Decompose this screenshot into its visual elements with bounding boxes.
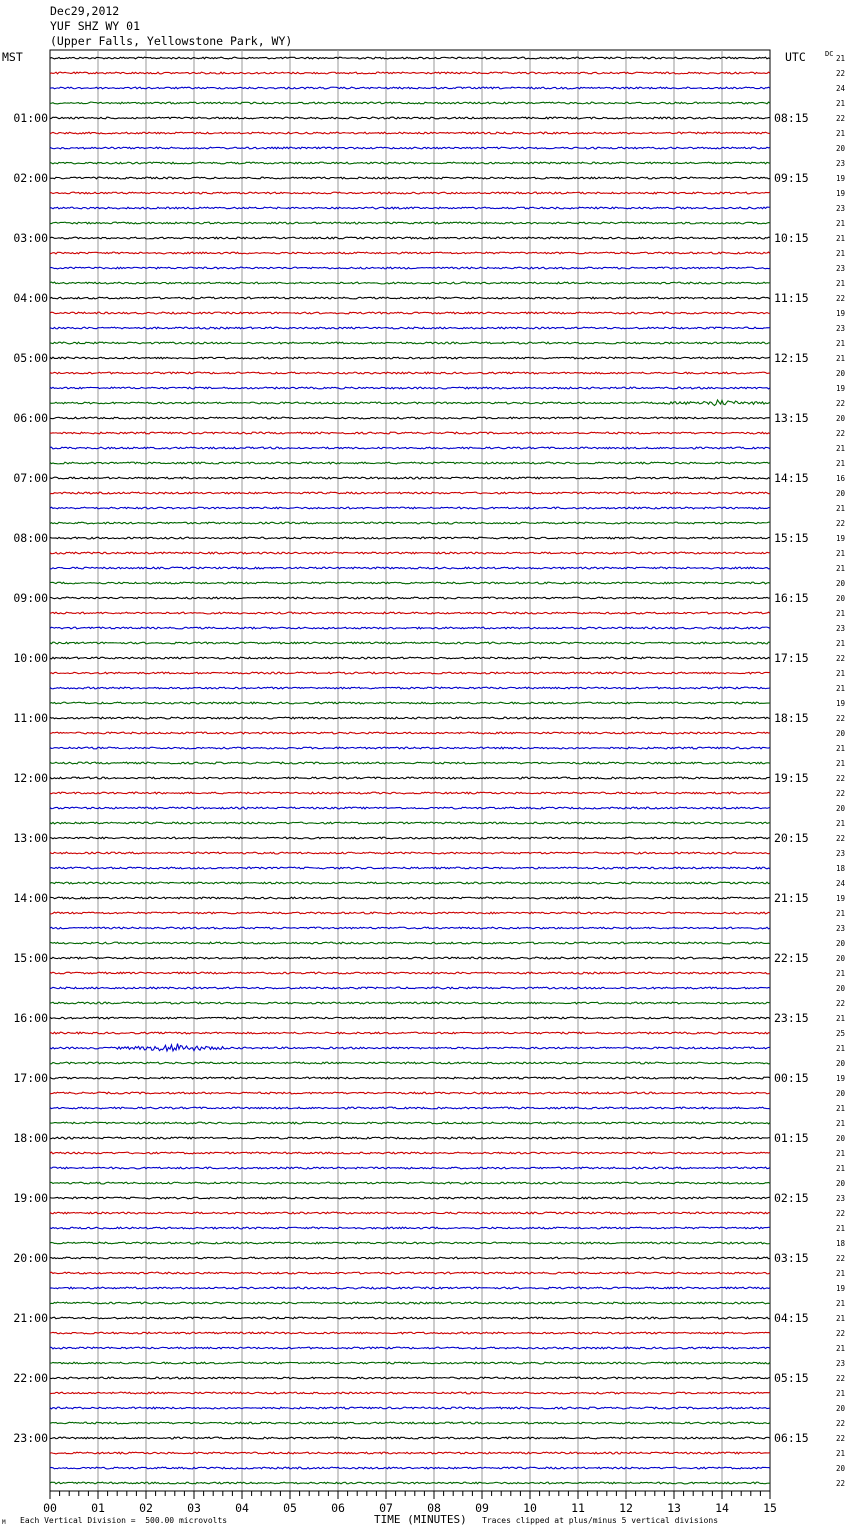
x-tick-label: 09 bbox=[475, 1501, 489, 1515]
trace-row bbox=[50, 282, 770, 284]
hour-label-left: 09:00 bbox=[13, 591, 48, 605]
dc-offset-value: 22 bbox=[836, 429, 846, 438]
trace-row bbox=[50, 1077, 770, 1079]
x-tick-label: 10 bbox=[523, 1501, 537, 1515]
trace-row bbox=[50, 147, 770, 149]
dc-offset-value: 22 bbox=[836, 774, 846, 783]
trace-row bbox=[50, 567, 770, 569]
x-tick-label: 00 bbox=[43, 1501, 57, 1515]
trace-row bbox=[50, 1317, 770, 1319]
dc-offset-value: 21 bbox=[836, 609, 846, 618]
dc-offset-value: 21 bbox=[836, 1044, 846, 1053]
x-tick-label: 03 bbox=[187, 1501, 201, 1515]
corner-mark: M bbox=[2, 1519, 6, 1526]
hour-label-right: 02:15 bbox=[774, 1191, 809, 1205]
dc-offset-value: 20 bbox=[836, 579, 846, 588]
dc-offset-value: 20 bbox=[836, 1134, 846, 1143]
dc-offset-value: 21 bbox=[836, 459, 846, 468]
trace-row bbox=[50, 522, 770, 524]
dc-offset-value: 21 bbox=[836, 1449, 846, 1458]
trace-row bbox=[50, 1437, 770, 1439]
trace-row bbox=[50, 957, 770, 959]
trace-row bbox=[50, 1152, 770, 1154]
dc-offset-value: 23 bbox=[836, 204, 846, 213]
hour-label-left: 01:00 bbox=[13, 111, 48, 125]
dc-offset-value: 21 bbox=[836, 444, 846, 453]
trace-row bbox=[50, 687, 770, 689]
trace-row bbox=[50, 237, 770, 239]
trace-row bbox=[50, 372, 770, 374]
hour-label-right: 04:15 bbox=[774, 1311, 809, 1325]
hour-label-left: 19:00 bbox=[13, 1191, 48, 1205]
dc-offset-value: 23 bbox=[836, 159, 846, 168]
hour-label-right: 14:15 bbox=[774, 471, 809, 485]
trace-row bbox=[50, 327, 770, 329]
x-tick-label: 02 bbox=[139, 1501, 153, 1515]
trace-row bbox=[50, 822, 770, 824]
trace-row bbox=[50, 400, 770, 406]
dc-offset-value: 23 bbox=[836, 1194, 846, 1203]
trace-row bbox=[50, 252, 770, 254]
dc-offset-value: 21 bbox=[836, 504, 846, 513]
dc-offset-value: 19 bbox=[836, 384, 846, 393]
hour-label-left: 06:00 bbox=[13, 411, 48, 425]
trace-row bbox=[50, 762, 770, 764]
trace-row bbox=[50, 1362, 770, 1364]
dc-offset-value: 22 bbox=[836, 654, 846, 663]
dc-offset-value: 23 bbox=[836, 1359, 846, 1368]
dc-offset-value: 21 bbox=[836, 219, 846, 228]
dc-offset-value: 21 bbox=[836, 129, 846, 138]
trace-row bbox=[50, 432, 770, 434]
trace-row bbox=[50, 1422, 770, 1424]
dc-offset-value: 22 bbox=[836, 114, 846, 123]
dc-offset-value: 21 bbox=[836, 639, 846, 648]
x-tick-label: 15 bbox=[763, 1501, 777, 1515]
trace-row bbox=[50, 1242, 770, 1244]
trace-row bbox=[50, 792, 770, 794]
dc-offset-value: 23 bbox=[836, 324, 846, 333]
dc-offset-value: 22 bbox=[836, 789, 846, 798]
x-tick-label: 05 bbox=[283, 1501, 297, 1515]
trace-row bbox=[50, 1107, 770, 1109]
x-tick-label: 13 bbox=[667, 1501, 681, 1515]
dc-offset-value: 20 bbox=[836, 414, 846, 423]
hour-label-left: 17:00 bbox=[13, 1071, 48, 1085]
hour-label-right: 21:15 bbox=[774, 891, 809, 905]
trace-row bbox=[50, 927, 770, 929]
trace-row bbox=[50, 1044, 770, 1051]
dc-offset-value: 24 bbox=[836, 879, 846, 888]
dc-offset-value: 21 bbox=[836, 684, 846, 693]
hour-label-right: 16:15 bbox=[774, 591, 809, 605]
hour-label-right: 15:15 bbox=[774, 531, 809, 545]
dc-offset-value: 19 bbox=[836, 174, 846, 183]
dc-offset-value: 22 bbox=[836, 1374, 846, 1383]
dc-offset-value: 20 bbox=[836, 1179, 846, 1188]
trace-row bbox=[50, 207, 770, 209]
dc-offset-value: 21 bbox=[836, 54, 846, 63]
hour-label-left: 07:00 bbox=[13, 471, 48, 485]
hour-label-right: 20:15 bbox=[774, 831, 809, 845]
hour-label-left: 11:00 bbox=[13, 711, 48, 725]
dc-offset-value: 18 bbox=[836, 1239, 846, 1248]
dc-offset-value: 21 bbox=[836, 1164, 846, 1173]
x-axis-title: TIME (MINUTES) bbox=[374, 1513, 467, 1526]
dc-offset-value: 20 bbox=[836, 1089, 846, 1098]
dc-offset-value: 21 bbox=[836, 1344, 846, 1353]
hour-label-right: 23:15 bbox=[774, 1011, 809, 1025]
dc-offset-value: 21 bbox=[836, 1224, 846, 1233]
hour-label-left: 14:00 bbox=[13, 891, 48, 905]
hour-label-left: 10:00 bbox=[13, 651, 48, 665]
trace-row bbox=[50, 597, 770, 599]
hour-label-left: 08:00 bbox=[13, 531, 48, 545]
dc-offset-value: 22 bbox=[836, 834, 846, 843]
dc-offset-value: 22 bbox=[836, 1209, 846, 1218]
trace-row bbox=[50, 582, 770, 584]
dc-offset-value: 20 bbox=[836, 369, 846, 378]
hour-label-left: 22:00 bbox=[13, 1371, 48, 1385]
dc-offset-value: 20 bbox=[836, 804, 846, 813]
dc-offset-value: 20 bbox=[836, 144, 846, 153]
trace-row bbox=[50, 942, 770, 944]
trace-row bbox=[50, 1377, 770, 1379]
trace-row bbox=[50, 507, 770, 509]
trace-row bbox=[50, 162, 770, 164]
hour-label-left: 21:00 bbox=[13, 1311, 48, 1325]
trace-row bbox=[50, 1392, 770, 1394]
trace-row bbox=[50, 102, 770, 104]
trace-row bbox=[50, 192, 770, 194]
dc-offset-value: 22 bbox=[836, 1329, 846, 1338]
dc-offset-value: 21 bbox=[836, 1314, 846, 1323]
trace-row bbox=[50, 1287, 770, 1289]
dc-offset-value: 19 bbox=[836, 894, 846, 903]
trace-row bbox=[50, 612, 770, 614]
dc-offset-value: 21 bbox=[836, 1119, 846, 1128]
dc-offset-value: 23 bbox=[836, 849, 846, 858]
trace-row bbox=[50, 1332, 770, 1334]
trace-row bbox=[50, 972, 770, 974]
hour-label-right: 22:15 bbox=[774, 951, 809, 965]
trace-row bbox=[50, 1182, 770, 1184]
hour-label-right: 10:15 bbox=[774, 231, 809, 245]
trace-row bbox=[50, 852, 770, 854]
hour-label-left: 13:00 bbox=[13, 831, 48, 845]
trace-row bbox=[50, 1227, 770, 1229]
dc-offset-value: 21 bbox=[836, 1269, 846, 1278]
dc-offset-value: 21 bbox=[836, 744, 846, 753]
trace-row bbox=[50, 672, 770, 674]
dc-offset-value: 20 bbox=[836, 1404, 846, 1413]
trace-row bbox=[50, 642, 770, 644]
dc-offset-value: 23 bbox=[836, 624, 846, 633]
dc-offset-value: 18 bbox=[836, 864, 846, 873]
trace-row bbox=[50, 117, 770, 119]
x-tick-label: 04 bbox=[235, 1501, 249, 1515]
hour-label-right: 09:15 bbox=[774, 171, 809, 185]
dc-offset-value: 21 bbox=[836, 819, 846, 828]
hour-label-right: 11:15 bbox=[774, 291, 809, 305]
trace-row bbox=[50, 552, 770, 554]
trace-row bbox=[50, 912, 770, 914]
trace-row bbox=[50, 1137, 770, 1139]
trace-row bbox=[50, 702, 770, 704]
header-date: Dec29,2012 bbox=[50, 4, 120, 18]
header-location: (Upper Falls, Yellowstone Park, WY) bbox=[50, 34, 293, 48]
dc-offset-value: 19 bbox=[836, 1284, 846, 1293]
hour-label-left: 20:00 bbox=[13, 1251, 48, 1265]
dc-offset-value: 19 bbox=[836, 699, 846, 708]
dc-offset-value: 20 bbox=[836, 489, 846, 498]
dc-offset-value: 21 bbox=[836, 1014, 846, 1023]
dc-offset-value: 22 bbox=[836, 399, 846, 408]
trace-row bbox=[50, 882, 770, 884]
trace-row bbox=[50, 72, 770, 74]
dc-offset-value: 20 bbox=[836, 1464, 846, 1473]
hour-label-right: 19:15 bbox=[774, 771, 809, 785]
dc-offset-value: 21 bbox=[836, 564, 846, 573]
trace-row bbox=[50, 1257, 770, 1259]
trace-row bbox=[50, 177, 770, 179]
trace-row bbox=[50, 777, 770, 779]
trace-row bbox=[50, 1452, 770, 1454]
trace-row bbox=[50, 387, 770, 389]
dc-offset-value: 19 bbox=[836, 189, 846, 198]
right-timezone-label: UTC bbox=[785, 50, 806, 64]
dc-offset-value: 21 bbox=[836, 1299, 846, 1308]
trace-row bbox=[50, 867, 770, 869]
scale-note: Each Vertical Division = 500.00 microvolts bbox=[20, 1516, 228, 1525]
trace-row bbox=[50, 57, 770, 59]
trace-row bbox=[50, 1347, 770, 1349]
x-tick-label: 08 bbox=[427, 1501, 441, 1515]
dc-offset-value: 21 bbox=[836, 99, 846, 108]
dc-offset-value: 22 bbox=[836, 1419, 846, 1428]
x-tick-label: 01 bbox=[91, 1501, 105, 1515]
dc-offset-value: 19 bbox=[836, 1074, 846, 1083]
trace-row bbox=[50, 1032, 770, 1034]
dc-offset-value: 21 bbox=[836, 669, 846, 678]
dc-offset-value: 16 bbox=[836, 474, 846, 483]
dc-offset-value: 23 bbox=[836, 924, 846, 933]
dc-offset-value: 21 bbox=[836, 1389, 846, 1398]
dc-offset-value: 25 bbox=[836, 1029, 846, 1038]
trace-row bbox=[50, 807, 770, 809]
x-tick-label: 11 bbox=[571, 1501, 585, 1515]
trace-row bbox=[50, 312, 770, 314]
hour-label-right: 12:15 bbox=[774, 351, 809, 365]
plot-frame bbox=[50, 50, 770, 1491]
x-tick-label: 14 bbox=[715, 1501, 729, 1515]
x-tick-label: 06 bbox=[331, 1501, 345, 1515]
dc-offset-value: 22 bbox=[836, 999, 846, 1008]
dc-offset-value: 22 bbox=[836, 1254, 846, 1263]
dc-offset-value: 20 bbox=[836, 939, 846, 948]
trace-row bbox=[50, 897, 770, 899]
trace-row bbox=[50, 1197, 770, 1199]
dc-offset-value: 22 bbox=[836, 714, 846, 723]
trace-row bbox=[50, 357, 770, 359]
trace-row bbox=[50, 342, 770, 344]
hour-label-right: 00:15 bbox=[774, 1071, 809, 1085]
trace-row bbox=[50, 747, 770, 749]
dc-offset-value: 19 bbox=[836, 309, 846, 318]
dc-offset-value: 21 bbox=[836, 339, 846, 348]
hour-label-left: 03:00 bbox=[13, 231, 48, 245]
dc-offset-value: 23 bbox=[836, 264, 846, 273]
left-timezone-label: MST bbox=[2, 50, 23, 64]
trace-row bbox=[50, 837, 770, 839]
dc-offset-value: 21 bbox=[836, 759, 846, 768]
hour-label-left: 12:00 bbox=[13, 771, 48, 785]
trace-row bbox=[50, 717, 770, 719]
trace-row bbox=[50, 477, 770, 479]
x-tick-label: 12 bbox=[619, 1501, 633, 1515]
dc-offset-value: 21 bbox=[836, 354, 846, 363]
x-tick-label: 07 bbox=[379, 1501, 393, 1515]
clip-note: Traces clipped at plus/minus 5 vertical divisions bbox=[482, 1516, 719, 1525]
hour-label-right: 05:15 bbox=[774, 1371, 809, 1385]
hour-label-right: 13:15 bbox=[774, 411, 809, 425]
dc-offset-value: 22 bbox=[836, 519, 846, 528]
dc-offset-value: 22 bbox=[836, 294, 846, 303]
hour-label-left: 02:00 bbox=[13, 171, 48, 185]
hour-label-right: 03:15 bbox=[774, 1251, 809, 1265]
trace-row bbox=[50, 492, 770, 494]
trace-row bbox=[50, 1062, 770, 1064]
hour-label-left: 04:00 bbox=[13, 291, 48, 305]
trace-row bbox=[50, 537, 770, 539]
hour-label-left: 05:00 bbox=[13, 351, 48, 365]
hour-label-right: 08:15 bbox=[774, 111, 809, 125]
trace-row bbox=[50, 1302, 770, 1304]
trace-row bbox=[50, 1092, 770, 1094]
hour-label-right: 06:15 bbox=[774, 1431, 809, 1445]
trace-row bbox=[50, 462, 770, 464]
dc-offset-value: 20 bbox=[836, 729, 846, 738]
dc-offset-value: 20 bbox=[836, 954, 846, 963]
dc-offset-value: 19 bbox=[836, 534, 846, 543]
hour-label-right: 01:15 bbox=[774, 1131, 809, 1145]
trace-row bbox=[50, 417, 770, 419]
hour-label-right: 18:15 bbox=[774, 711, 809, 725]
trace-row bbox=[50, 222, 770, 224]
trace-row bbox=[50, 627, 770, 629]
trace-row bbox=[50, 1017, 770, 1019]
trace-row bbox=[50, 1272, 770, 1274]
dc-offset-value: 24 bbox=[836, 84, 846, 93]
trace-row bbox=[50, 447, 770, 449]
dc-offset-value: 21 bbox=[836, 234, 846, 243]
dc-offset-value: 21 bbox=[836, 549, 846, 558]
header-station: YUF SHZ WY 01 bbox=[50, 19, 141, 33]
dc-offset-value: 20 bbox=[836, 984, 846, 993]
dc-offset-value: 21 bbox=[836, 909, 846, 918]
trace-row bbox=[50, 297, 770, 299]
dc-offset-value: 21 bbox=[836, 1149, 846, 1158]
trace-row bbox=[50, 1467, 770, 1469]
dc-label: DC bbox=[825, 50, 834, 58]
trace-row bbox=[50, 1212, 770, 1214]
trace-row bbox=[50, 987, 770, 989]
hour-label-left: 16:00 bbox=[13, 1011, 48, 1025]
trace-row bbox=[50, 1122, 770, 1124]
trace-row bbox=[50, 1407, 770, 1409]
trace-row bbox=[50, 132, 770, 134]
trace-row bbox=[50, 87, 770, 89]
dc-offset-value: 21 bbox=[836, 279, 846, 288]
dc-offset-value: 22 bbox=[836, 1434, 846, 1443]
dc-offset-value: 20 bbox=[836, 594, 846, 603]
trace-row bbox=[50, 1167, 770, 1169]
hour-label-left: 23:00 bbox=[13, 1431, 48, 1445]
dc-offset-value: 21 bbox=[836, 1104, 846, 1113]
trace-row bbox=[50, 267, 770, 269]
dc-offset-value: 20 bbox=[836, 1059, 846, 1068]
trace-row bbox=[50, 1002, 770, 1004]
dc-offset-value: 22 bbox=[836, 1479, 846, 1488]
trace-row bbox=[50, 1482, 770, 1484]
dc-offset-value: 21 bbox=[836, 249, 846, 258]
hour-label-left: 15:00 bbox=[13, 951, 48, 965]
trace-row bbox=[50, 732, 770, 734]
dc-offset-value: 21 bbox=[836, 969, 846, 978]
trace-row bbox=[50, 657, 770, 659]
hour-label-left: 18:00 bbox=[13, 1131, 48, 1145]
dc-offset-value: 22 bbox=[836, 69, 846, 78]
hour-label-right: 17:15 bbox=[774, 651, 809, 665]
